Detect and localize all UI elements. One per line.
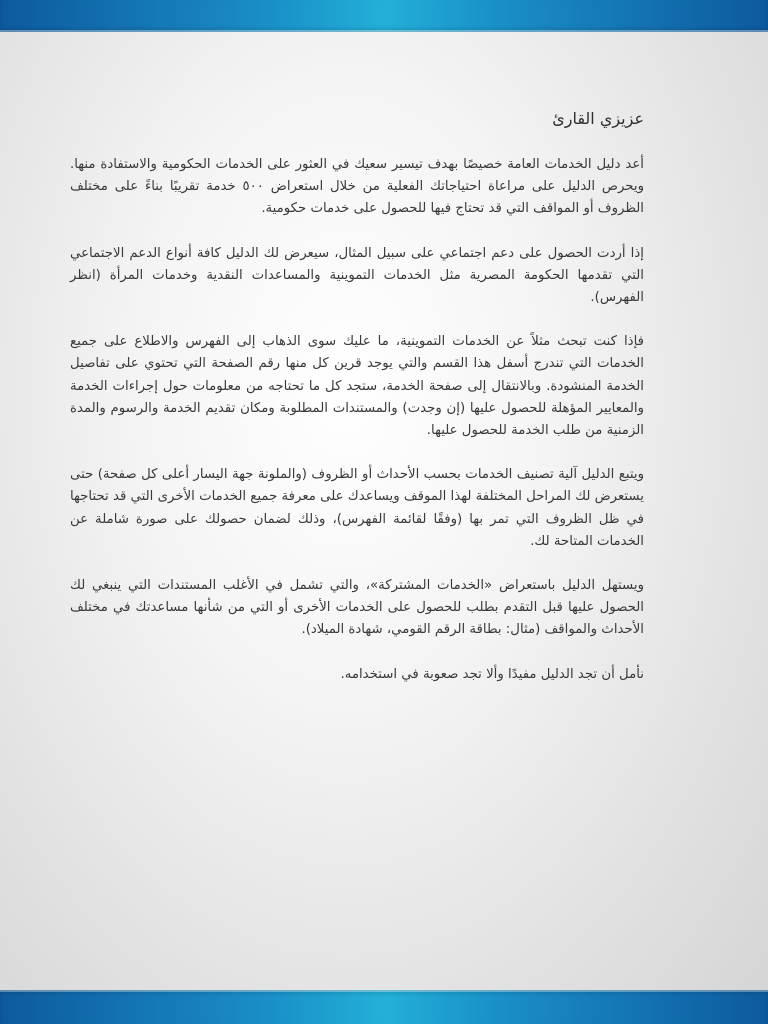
paragraph-classification: ويتبع الدليل آلية تصنيف الخدمات بحسب الأحداث أو الظروف (والملونة جهة اليسار أعلى كل صفحة) حتى يستعرض لك المراحل المختلفة لهذا الموقف ويساعدك على معرفة جميع الخدمات الأخرى التي قد تحتاجها في ظل الظروف التي تمر بها (وفقًا لقائمة الفهرس)، وذلك لضمان حصولك على صورة شاملة عن الخدمات المتاحة لك. xyxy=(70,467,644,549)
document-body xyxy=(70,106,644,686)
top-decorative-band xyxy=(0,0,768,32)
paragraph-closing: نأمل أن تجد الدليل مفيدًا وألا تجد صعوبة في استخدامه. xyxy=(340,666,644,682)
paragraph-shared-services: ويستهل الدليل باستعراض «الخدمات المشتركة»، والتي تشمل في الأغلب المستندات التي ينبغي لك الحصول عليها قبل التقدم بطلب للحصول على الخدمات الأخرى أو التي من شأنها مساعدتك في مختلف الأحداث والمواقف (مثال: بطاقة الرقم القومي، شهادة الميلاد). xyxy=(70,578,644,638)
paragraph-social-support: إذا أردت الحصول على دعم اجتماعي على سبيل المثال، سيعرض لك الدليل كافة أنواع الدعم الاجتماعي التي تقدمها الحكومة المصرية مثل الخدمات التموينية والمساعدات النقدية وخدمات المرأة (انظر الفهرس). xyxy=(70,245,644,306)
paragraph-intro: أعد دليل الخدمات العامة خصيصًا بهدف تيسير سعيك في العثور على الخدمات الحكومية والاستفادة منها. ويحرص الدليل على مراعاة احتياجاتك الفعلية من خلال استعراض ٥٠٠ خدمة تقريبًا بناءً على مختلف الظروف أو المواقف التي قد تحتاج فيها للحصول على خدمات حكومية. xyxy=(70,157,644,217)
bottom-decorative-band xyxy=(0,990,768,1024)
greeting-heading: عزيزي القارئ xyxy=(552,109,644,128)
paragraph-supply-services: فإذا كنت تبحث مثلاً عن الخدمات التموينية، ما عليك سوى الذهاب إلى الفهرس والاطلاع على جميع الخدمات التي تندرج أسفل هذا القسم والتي يوجد قرين كل منها رقم الصفحة التي تحتوي على تفاصيل الخدمة المنشودة. وبالانتقال إلى صفحة الخدمة، ستجد كل ما تحتاجه من معلومات حول إجراءات الخدمة والمعايير المؤهلة للحصول عليها (إن وجدت) والمستندات المطلوبة ومكان تقديم الخدمة والرسوم والمدة الزمنية من طلب الخدمة للحصول عليها. xyxy=(70,334,644,439)
